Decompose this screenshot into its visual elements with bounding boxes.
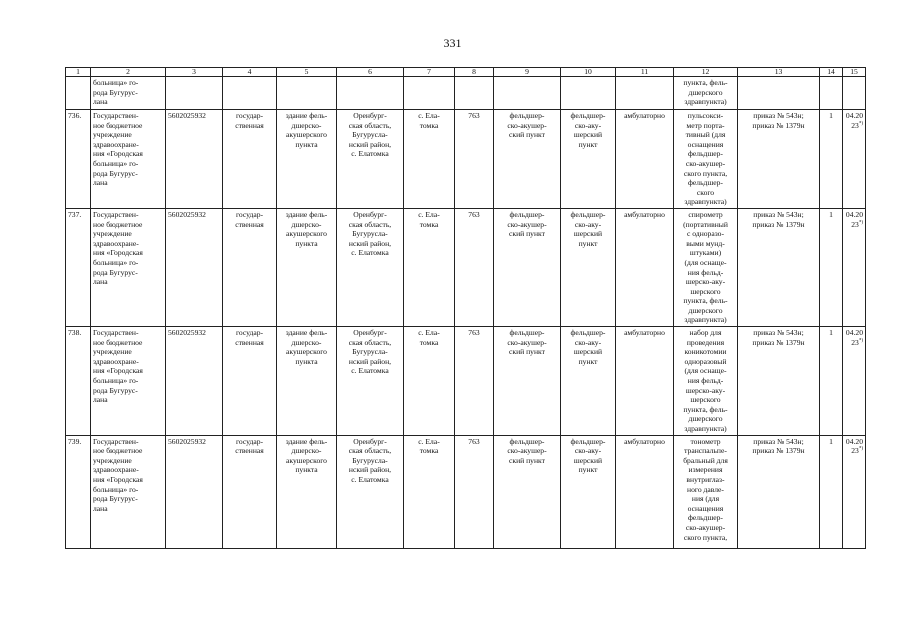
cell-org: больница» го- рода Бугурус- лана: [91, 77, 166, 110]
footnote-mark: *): [858, 121, 863, 127]
cell-facility: фельдшер- ско-аку- шерский пункт: [561, 208, 616, 326]
cell-building: здание фель- дшерско- акушерского пункта: [277, 327, 337, 436]
cell-qty: 1: [820, 435, 843, 548]
cell-equipment: пульсокси- метр порта- тивный (для оснащения фельдшер- ско-акушер- ского пункта, фельдшер- ского здравпункта): [674, 110, 738, 209]
cell-facility-type: фельдшер- ско-акушер- ский пункт: [494, 327, 561, 436]
cell-inn: 5602025932: [166, 110, 223, 209]
cell-locality: с. Ела- томка: [404, 327, 455, 436]
cell-num: 736.: [66, 110, 91, 209]
registry-table: [65, 67, 866, 549]
cell-building: здание фель- дшерско- акушерского пункта: [277, 110, 337, 209]
date-value: 04.2023: [845, 328, 863, 347]
cell-org: Государствен- ное бюджетное учреждение здравоохране- ния «Городская больница» го- рода Бугурус- лана: [91, 327, 166, 436]
cell-org: Государствен- ное бюджетное учреждение здравоохране- ния «Городская больница» го- рода Бугурус- лана: [91, 435, 166, 548]
footnote-mark: *): [858, 338, 863, 344]
cell-org: Государствен- ное бюджетное учреждение здравоохране- ния «Городская больница» го- рода Бугурус- лана: [91, 110, 166, 209]
column-header: 9: [494, 68, 561, 77]
cell-num: 737.: [66, 208, 91, 326]
cell-num: [66, 77, 91, 110]
cell-equipment: пункта, фель- дшерского здравпункта): [674, 77, 738, 110]
cell-code: 763: [455, 435, 494, 548]
date-value: 04.2023: [845, 209, 863, 229]
cell-address: Оренбург- ская область, Бугурусла- нский район, с. Елатомка: [337, 208, 404, 326]
cell-facility-type: [494, 77, 561, 110]
cell-ownership: государ- ственная: [223, 208, 277, 326]
cell-org: Государствен- ное бюджетное учреждение здравоохране- ния «Городская больница» го- рода Бугурус- лана: [91, 208, 166, 326]
column-number-row: [66, 68, 866, 77]
cell-code: 763: [455, 327, 494, 436]
column-header: 6: [337, 68, 404, 77]
cell-num: 738.: [66, 327, 91, 436]
cell-date: [843, 435, 866, 548]
cell-date: [843, 110, 866, 209]
cell-ownership: государ- ственная: [223, 435, 277, 548]
column-header: 8: [455, 68, 494, 77]
cell-address: Оренбург- ская область, Бугурусла- нский район, с. Елатомка: [337, 435, 404, 548]
cell-facility: фельдшер- ско-аку- шерский пункт: [561, 327, 616, 436]
column-header: 3: [166, 68, 223, 77]
cell-code: 763: [455, 110, 494, 209]
cell-code: 763: [455, 208, 494, 326]
column-header: 15: [843, 68, 866, 77]
cell-building: здание фель- дшерско- акушерского пункта: [277, 208, 337, 326]
cell-equipment: тонометр транспальпе- бральный для измерения внутриглаз- ного давле- ния (для оснащения фельдшер- ско-акушер- ского пункта,: [674, 435, 738, 548]
column-header: 14: [820, 68, 843, 77]
table-row: [66, 208, 866, 326]
cell-care: амбулаторно: [616, 435, 674, 548]
cell-equipment: набор для проведения коникотомии одноразовый (для оснаще- ния фельд- шерско-аку- шерского пункта, фель- дшерского здравпункта): [674, 327, 738, 436]
cell-locality: с. Ела- томка: [404, 208, 455, 326]
cell-locality: с. Ела- томка: [404, 435, 455, 548]
cell-inn: 5602025932: [166, 208, 223, 326]
table-row: [66, 327, 866, 436]
cell-locality: с. Ела- томка: [404, 110, 455, 209]
cell-code: [455, 77, 494, 110]
cell-building: [277, 77, 337, 110]
cell-facility-type: фельдшер- ско-акушер- ский пункт: [494, 435, 561, 548]
cell-qty: [820, 77, 843, 110]
cell-orders: приказ № 543н; приказ № 1379н: [738, 435, 820, 548]
page-number: 331: [443, 36, 462, 50]
cell-locality: [404, 77, 455, 110]
cell-ownership: [223, 77, 277, 110]
column-header: 2: [91, 68, 166, 77]
cell-facility: фельдшер- ско-аку- шерский пункт: [561, 435, 616, 548]
cell-inn: 5602025932: [166, 327, 223, 436]
column-header: 12: [674, 68, 738, 77]
column-header: 5: [277, 68, 337, 77]
cell-qty: 1: [820, 208, 843, 326]
cell-ownership: государ- ственная: [223, 110, 277, 209]
cell-facility: фельдшер- ско-аку- шерский пункт: [561, 110, 616, 209]
cell-equipment: спирометр (портативный с одноразо- выми мунд- штуками) (для оснаще- ния фельд- шерско-аку- шерского пункта, фель- дшерского здравпункта): [674, 208, 738, 326]
cell-orders: [738, 77, 820, 110]
cell-building: здание фель- дшерско- акушерского пункта: [277, 435, 337, 548]
cell-care: амбулаторно: [616, 110, 674, 209]
cell-care: амбулаторно: [616, 327, 674, 436]
cell-date: [843, 327, 866, 436]
cell-facility-type: фельдшер- ско-акушер- ский пункт: [494, 208, 561, 326]
cell-orders: приказ № 543н; приказ № 1379н: [738, 110, 820, 209]
cell-inn: [166, 77, 223, 110]
cell-qty: 1: [820, 110, 843, 209]
cell-num: 739.: [66, 435, 91, 548]
cell-care: амбулаторно: [616, 208, 674, 326]
cell-care: [616, 77, 674, 110]
cell-date: [843, 208, 866, 326]
cell-date: [843, 77, 866, 110]
column-header: 10: [561, 68, 616, 77]
column-header: 13: [738, 68, 820, 77]
cell-facility: [561, 77, 616, 110]
table-row: [66, 110, 866, 209]
date-value: 04.2023: [845, 111, 863, 130]
cell-address: [337, 77, 404, 110]
date-value: 04.2023: [845, 436, 863, 456]
cell-address: Оренбург- ская область, Бугурусла- нский район, с. Елатомка: [337, 327, 404, 436]
cell-facility-type: фельдшер- ско-акушер- ский пункт: [494, 110, 561, 209]
footnote-mark: *): [858, 220, 863, 225]
column-header: 7: [404, 68, 455, 77]
cell-inn: 5602025932: [166, 435, 223, 548]
cell-qty: 1: [820, 327, 843, 436]
cell-ownership: государ- ственная: [223, 327, 277, 436]
table-row: [66, 435, 866, 548]
column-header: 4: [223, 68, 277, 77]
footnote-mark: *): [858, 446, 863, 452]
cell-address: Оренбург- ская область, Бугурусла- нский район, с. Елатомка: [337, 110, 404, 209]
column-header: 11: [616, 68, 674, 77]
continuation-row: [66, 77, 866, 110]
column-header: 1: [66, 68, 91, 77]
cell-orders: приказ № 543н; приказ № 1379н: [738, 208, 820, 326]
cell-orders: приказ № 543н; приказ № 1379н: [738, 327, 820, 436]
